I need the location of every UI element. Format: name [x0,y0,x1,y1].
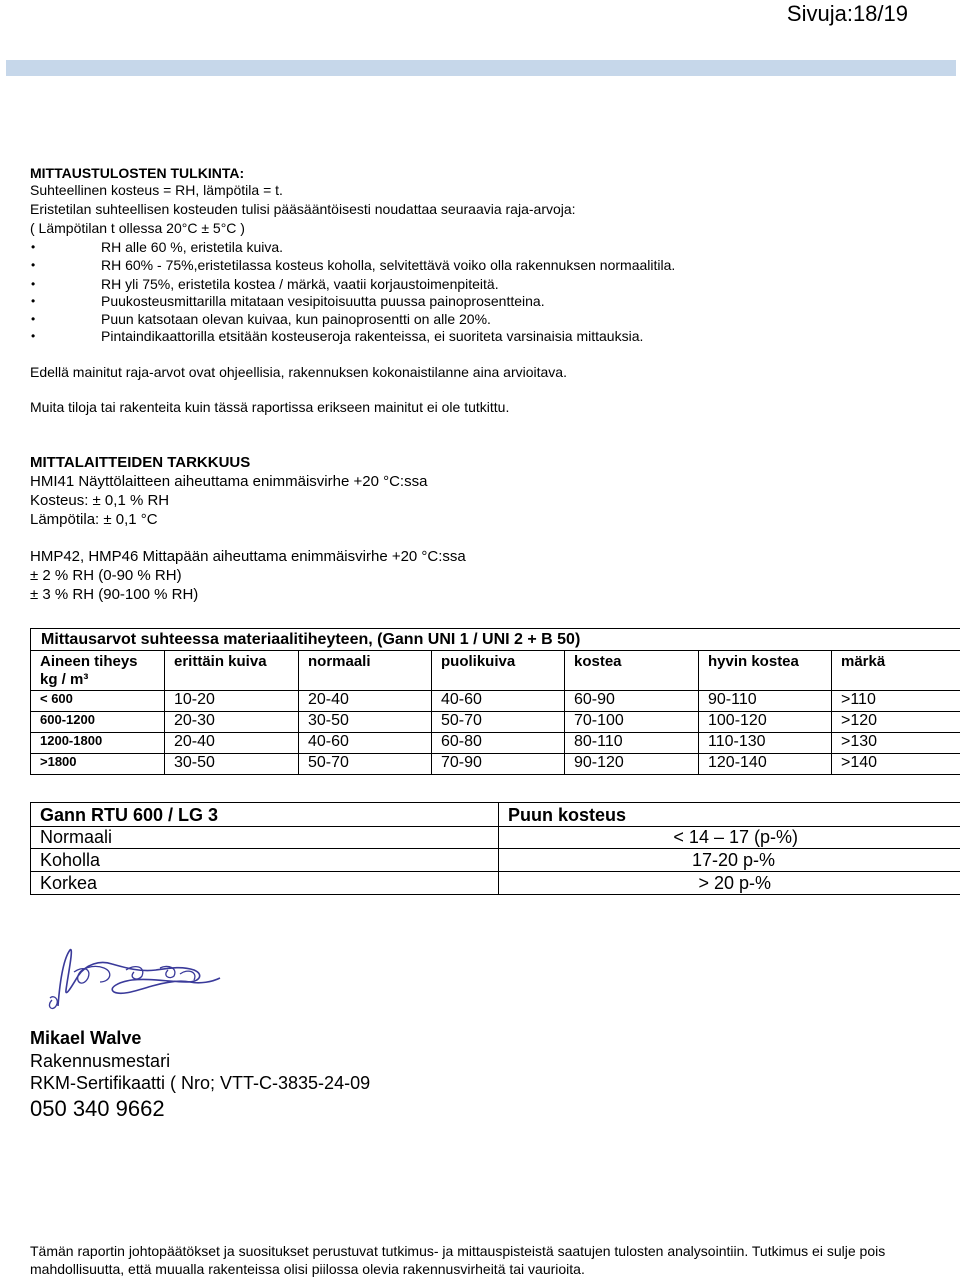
table-cell: 600-1200 [40,712,95,727]
table-cell: 10-20 [174,691,215,708]
table-cell: 30-50 [174,754,215,771]
table-row [30,753,960,775]
header-cell: hyvin kostea [708,653,799,670]
list-item [0,239,960,257]
table-cell: 30-50 [308,712,349,729]
table-cell: >110 [841,691,876,708]
table-cell: 50-70 [308,754,349,771]
table-grid-line [298,651,299,774]
table-cell: 20-40 [308,691,349,708]
interpretation-line: Eristetilan suhteellisen kosteuden tulisi pääsääntöisesti noudattaa seuraavia raja-arvoja: [30,201,576,217]
table-cell: 110-130 [708,733,766,750]
table-cell: >1800 [40,754,77,769]
table-header-row [30,802,960,827]
list-item [0,257,960,275]
table-cell: 70-100 [574,712,624,729]
table-cell: 70-90 [441,754,482,771]
table-cell: < 600 [40,691,73,706]
table-cell: 80-110 [574,733,623,750]
table-row [30,711,960,733]
table-cell: 50-70 [441,712,482,729]
accuracy-line: HMP42, HMP46 Mittapään aiheuttama enimmäisvirhe +20 °C:ssa [30,548,466,565]
page-number: Sivuja:18/19 [786,1,908,26]
list-item [0,311,960,329]
table-cell: 120-140 [708,754,767,771]
table-cell: Koholla [40,850,101,870]
accuracy-line: Kosteus: ± 0,1 % RH [30,492,170,509]
note-text: Muita tiloja tai rakenteita kuin tässä raportissa erikseen mainitut ei ole tutkittu. [30,399,510,415]
table-cell: 40-60 [308,733,349,750]
interpretation-line: ( Lämpötilan t ollessa 20°C ± 5°C ) [30,220,245,236]
signer-title: Rakennusmestari [30,1051,171,1071]
table-cell: 40-60 [441,691,482,708]
interpretation-title: MITTAUSTULOSTEN TULKINTA: [30,165,245,181]
bullet-icon: • [31,240,36,254]
accuracy-title: MITTALAITTEIDEN TARKKUUS [30,454,251,471]
table-row [30,848,960,872]
table-cell: 60-90 [574,691,615,708]
table-cell: 20-30 [174,712,215,729]
table-cell: 90-120 [574,754,624,771]
accuracy-line: ± 3 % RH (90-100 % RH) [30,586,199,603]
bullet-text: Pintaindikaattorilla etsitään kosteuseroja rakenteissa, ei suoriteta varsinaisia mittauksia. [101,328,644,344]
bullet-text: RH alle 60 %, eristetila kuiva. [101,239,284,255]
signature-image [30,920,230,1025]
list-item [0,293,960,311]
table-row [30,825,960,849]
header-cell: Gann RTU 600 / LG 3 [40,805,219,825]
signer-phone: 050 340 9662 [30,1096,165,1121]
table-cell: 17-20 p-% [691,850,775,870]
header-cell: Aineen tiheys [40,653,138,670]
table-cell: >130 [841,733,878,750]
bullet-icon: • [31,277,36,291]
footer-disclaimer: Tämän raportin johtopäätökset ja suositukset perustuvat tutkimus- ja mittauspisteistä saatujen tulosten analysointiin. Tutkimus ei sulje pois mahdollisuutta, että muualla rakenteissa olisi piilossa olevia rakennusvirheitä tai vaurioita. [30,1243,886,1277]
table-grid-line [30,802,31,895]
accuracy-line: Lämpötila: ± 0,1 °C [30,511,158,528]
table-grid-line [498,802,499,895]
table-row [30,690,960,712]
table-cell: >120 [841,712,878,729]
header-cell: puolikuiva [441,653,516,670]
bullet-icon: • [31,258,36,272]
signer-name: Mikael Walve [30,1028,142,1048]
interpretation-line: Suhteellinen kosteus = RH, lämpötila = t. [30,182,283,198]
table-grid-line [831,651,832,774]
accuracy-line: ± 2 % RH (0-90 % RH) [30,567,182,584]
table-cell: 1200-1800 [40,733,103,748]
bullet-text: RH yli 75%, eristetila kostea / märkä, vaatii korjaustoimenpiteitä. [101,276,499,292]
bullet-text: Puun katsotaan olevan kuivaa, kun painoprosentti on alle 20%. [101,311,491,327]
table-grid-line [431,651,432,774]
header-bar [6,60,956,76]
header-cell-unit: kg / m³ [40,671,89,688]
list-item [0,276,960,294]
table-cell: Normaali [40,827,113,847]
header-cell: kostea [574,653,622,670]
table-grid-line [564,651,565,774]
table-grid-line [164,651,165,774]
bullet-text: Puukosteusmittarilla mitataan vesipitoisuutta puussa painoprosentteina. [101,293,545,309]
bullet-icon: • [31,312,36,326]
bullet-icon: • [31,329,36,343]
bullet-icon: • [31,294,36,308]
header-cell: erittäin kuiva [174,653,267,670]
bullet-text: RH 60% - 75%,eristetilassa kosteus koholla, selvitettävä voiko olla rakennuksen normaalitila. [101,257,676,273]
header-cell: Puun kosteus [508,805,627,825]
accuracy-line: HMI41 Näyttölaitteen aiheuttama enimmäisvirhe +20 °C:ssa [30,473,428,490]
table-cell: < 14 – 17 (p-%) [673,827,798,847]
header-cell: normaali [308,653,371,670]
table-cell: 20-40 [174,733,215,750]
table-row [30,871,960,895]
signer-certificate: RKM-Sertifikaatti ( Nro; VTT-C-3835-24-09 [30,1073,371,1093]
table-cell: 60-80 [441,733,482,750]
header-cell: märkä [841,653,886,670]
table-cell: > 20 p-% [698,873,771,893]
table-header-row [30,651,960,691]
table-cell: Korkea [40,873,98,893]
note-text: Edellä mainitut raja-arvot ovat ohjeellisia, rakennuksen kokonaistilanne aina arvioitava. [30,364,567,380]
density-table-title: Mittausarvot suhteessa materiaalitiheyteen, (Gann UNI 1 / UNI 2 + B 50) [30,628,960,651]
table-grid-line [698,651,699,774]
table-cell: >140 [841,754,878,771]
table-grid-line [30,651,31,774]
list-item [0,328,960,346]
table-row [30,732,960,754]
table-cell: 90-110 [708,691,757,708]
table-cell: 100-120 [708,712,767,729]
